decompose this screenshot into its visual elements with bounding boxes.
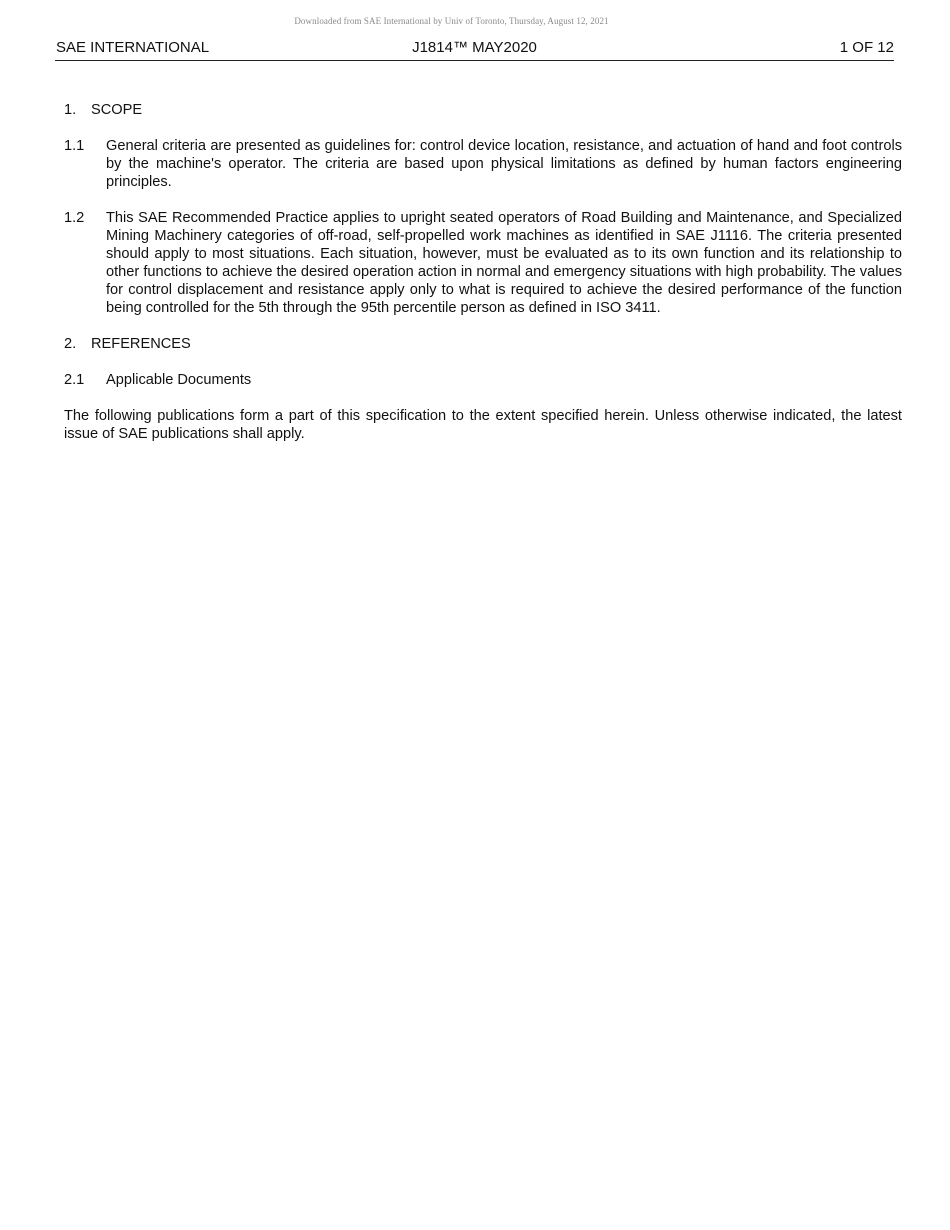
paragraph-number: 1.1: [64, 138, 85, 154]
section-heading-references: [64, 335, 902, 353]
paragraph-1-2: [64, 209, 902, 317]
header-organization: SAE INTERNATIONAL: [56, 39, 210, 56]
section-title: SCOPE: [91, 102, 143, 118]
paragraph-number: 1.2: [64, 210, 85, 226]
subsection-number: 2.1: [64, 372, 85, 388]
paragraph-1-1: [64, 137, 902, 191]
page-header: [55, 38, 894, 61]
section-title: REFERENCES: [91, 336, 191, 352]
header-page-number: 1 OF 12: [839, 39, 894, 56]
subsection-title: Applicable Documents: [106, 372, 252, 388]
references-intro-paragraph: The following publications form a part of this specification to the extent specified herein. Unless otherwise indicated, the latest issue of SAE publications shall apply.: [64, 408, 902, 442]
header-document-id: J1814™ MAY2020: [412, 39, 537, 56]
subsection-heading-applicable-documents: [64, 371, 902, 389]
section-heading-scope: [64, 101, 902, 119]
paragraph-text: This SAE Recommended Practice applies to upright seated operators of Road Building and Maintenance, and Specialized Mining Machinery categories of off-road, self-propelled work machines as identified in SAE J1116. The criteria presented should apply to most situations. Each situation, however, must be evaluated as to its own function and its relationship to other functions to achieve the desired operation action in normal and emergency situations with high probability. The values for control displacement and resistance apply only to what is required to achieve the desired performance of the function being controlled for the 5th through the 95th percentile person as defined in ISO 3411.: [106, 210, 902, 316]
section-number: 1.: [64, 102, 77, 118]
paragraph-text: General criteria are presented as guidelines for: control device location, resistance, and actuation of hand and foot controls by the machine's operator. The criteria are based upon physical limitations as defined by human factors engineering principles.: [106, 138, 902, 190]
document-body: [64, 101, 902, 443]
download-watermark: Downloaded from SAE International by Univ of Toronto, Thursday, August 12, 2021: [294, 16, 609, 26]
section-number: 2.: [64, 336, 77, 352]
